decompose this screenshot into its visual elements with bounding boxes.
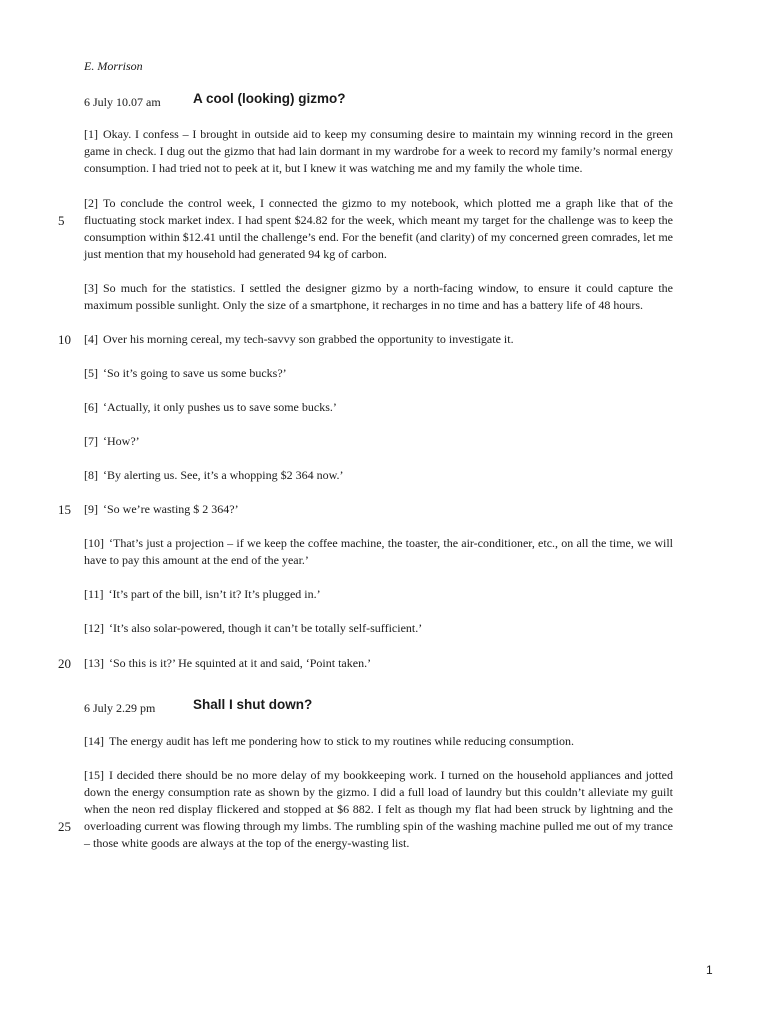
paragraph-5 bbox=[84, 365, 673, 382]
line-number: 5 bbox=[58, 213, 65, 228]
paragraph-number: [1] bbox=[84, 127, 98, 141]
paragraph-text: ‘That’s just a projection – if we keep the coffee machine, the toaster, the air-conditioner, etc., on all the time, we will have to pay this amount at the end of the year.’ bbox=[84, 536, 673, 567]
line-number: 25 bbox=[58, 819, 71, 834]
paragraph-10 bbox=[84, 535, 673, 569]
paragraph-number: [8] bbox=[84, 468, 98, 482]
line-number: 10 bbox=[58, 332, 71, 347]
paragraph-2 bbox=[84, 195, 673, 263]
paragraph-text: So much for the statistics. I settled the designer gizmo by a north-facing window, to ensure it could capture the maximum possible sunlight. Only the size of a smartphone, it recharges in no time and has a battery life of 48 hours. bbox=[84, 281, 673, 312]
paragraph-6 bbox=[84, 399, 673, 416]
paragraph-text: Okay. I confess – I brought in outside aid to keep my consuming desire to maintain my winning record in the green game in check. I dug out the gizmo that had lain dormant in my wardrobe for a week to record my family’s normal energy consumption. I had tried not to peek at it, but I knew it was watching me and my family the whole time. bbox=[84, 127, 673, 175]
line-number: 20 bbox=[58, 656, 71, 671]
paragraph-8 bbox=[84, 467, 673, 484]
paragraph-3 bbox=[84, 280, 673, 314]
paragraph-number: [9] bbox=[84, 502, 98, 516]
page-number: 1 bbox=[706, 963, 713, 977]
paragraph-9 bbox=[84, 501, 673, 518]
paragraph-number: [4] bbox=[84, 332, 98, 346]
paragraph-text: ‘So we’re wasting $ 2 364?’ bbox=[103, 502, 239, 516]
paragraph-4 bbox=[84, 331, 673, 348]
paragraph-15 bbox=[84, 767, 673, 852]
paragraph-1 bbox=[84, 126, 673, 177]
entry-date: 6 July 10.07 am bbox=[84, 95, 161, 109]
paragraph-text: ‘How?’ bbox=[103, 434, 140, 448]
paragraph-text: ‘It’s also solar-powered, though it can’t be totally self-sufficient.’ bbox=[109, 621, 423, 635]
entry-date: 6 July 2.29 pm bbox=[84, 701, 156, 715]
paragraph-number: [14] bbox=[84, 734, 104, 748]
paragraph-number: [7] bbox=[84, 434, 98, 448]
paragraph-text: I decided there should be no more delay of my bookkeeping work. I turned on the household appliances and jotted down the energy consumption rate as shown by the gizmo. I did a full load of laundry but this couldn’t alleviate my guilt when the neon red display flickered and stopped at $6 882. I felt as though my flat had been struck by lightning and the overloading current was flowing through my limbs. The rumbling spin of the washing machine pulled me out of my trance – those white goods are always at the top of the energy-wasting list. bbox=[84, 768, 673, 850]
paragraph-text: ‘Actually, it only pushes us to save some bucks.’ bbox=[103, 400, 337, 414]
paragraph-14 bbox=[84, 733, 673, 750]
paragraph-text: ‘So this is it?’ He squinted at it and said, ‘Point taken.’ bbox=[109, 656, 372, 670]
paragraph-text: To conclude the control week, I connected the gizmo to my notebook, which plotted me a graph like that of the fluctuating stock market index. I had spent $24.82 for the week, which meant my target for the challenge was to keep the consumption within $12.41 until the challenge’s end. For the benefit (and clarity) of my concerned green comrades, let me just mention that my household had generated 94 kg of carbon. bbox=[84, 196, 673, 261]
paragraph-13 bbox=[84, 655, 673, 672]
entry-title: A cool (looking) gizmo? bbox=[193, 91, 346, 106]
paragraph-text: The energy audit has left me pondering how to stick to my routines while reducing consumption. bbox=[109, 734, 575, 748]
paragraph-12 bbox=[84, 620, 673, 637]
paragraph-number: [2] bbox=[84, 196, 98, 210]
paragraph-number: [10] bbox=[84, 536, 104, 550]
author-name: E. Morrison bbox=[84, 59, 143, 73]
paragraph-number: [15] bbox=[84, 768, 104, 782]
paragraph-number: [11] bbox=[84, 587, 104, 601]
paragraph-11 bbox=[84, 586, 673, 603]
paragraph-text: ‘It’s part of the bill, isn’t it? It’s plugged in.’ bbox=[108, 587, 321, 601]
line-number: 15 bbox=[58, 502, 71, 517]
paragraph-number: [5] bbox=[84, 366, 98, 380]
paragraph-number: [12] bbox=[84, 621, 104, 635]
paragraph-number: [3] bbox=[84, 281, 98, 295]
paragraph-number: [13] bbox=[84, 656, 104, 670]
paragraph-text: Over his morning cereal, my tech-savvy son grabbed the opportunity to investigate it. bbox=[103, 332, 514, 346]
paragraph-7 bbox=[84, 433, 673, 450]
paragraph-number: [6] bbox=[84, 400, 98, 414]
paragraph-text: ‘So it’s going to save us some bucks?’ bbox=[103, 366, 287, 380]
entry-title: Shall I shut down? bbox=[193, 697, 313, 712]
paragraph-text: ‘By alerting us. See, it’s a whopping $2 364 now.’ bbox=[103, 468, 344, 482]
